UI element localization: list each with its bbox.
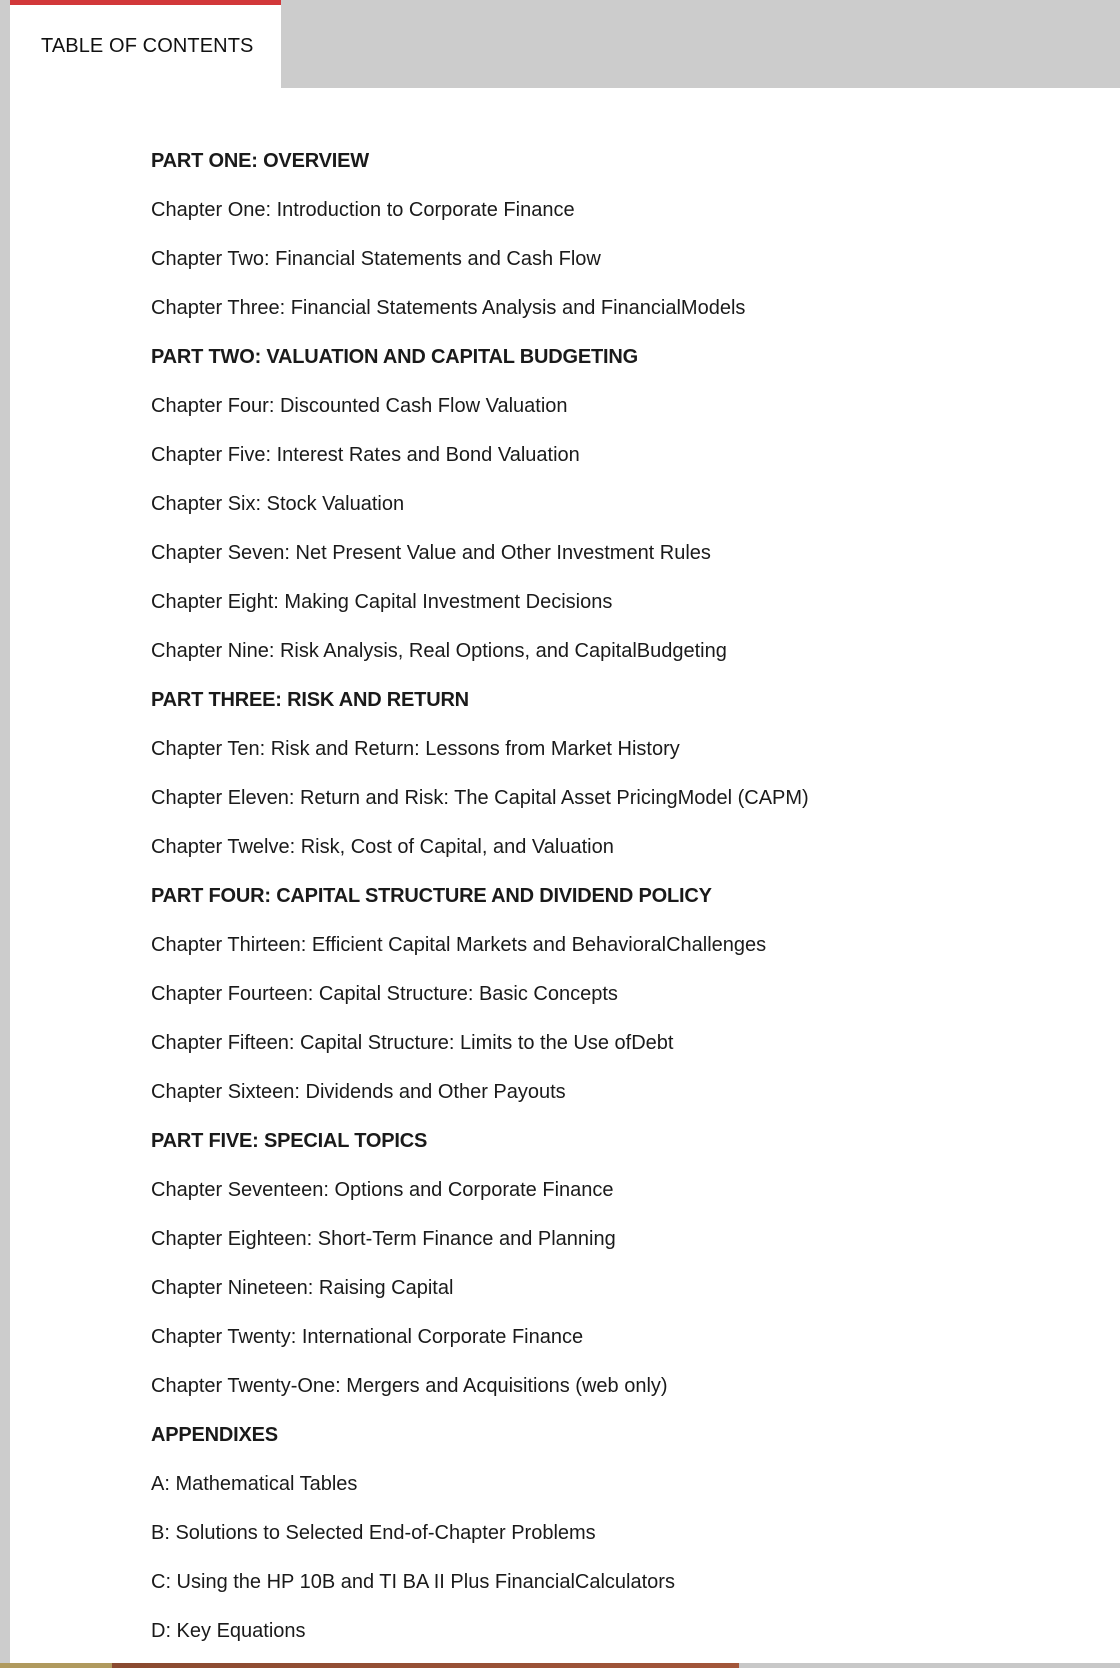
chapter-item: Chapter Five: Interest Rates and Bond Valuation bbox=[151, 444, 580, 466]
chapter-item: Chapter Three: Financial Statements Analysis and FinancialModels bbox=[151, 297, 746, 319]
chapter-item: Chapter Eight: Making Capital Investment Decisions bbox=[151, 591, 613, 613]
chapter-item: Chapter Eighteen: Short-Term Finance and Planning bbox=[151, 1228, 616, 1250]
chapter-item: Chapter Ten: Risk and Return: Lessons from Market History bbox=[151, 738, 680, 760]
chapter-item: Chapter Sixteen: Dividends and Other Payouts bbox=[151, 1081, 566, 1103]
table-of-contents-list bbox=[151, 139, 1091, 1658]
chapter-item: Chapter Nineteen: Raising Capital bbox=[151, 1277, 454, 1299]
part-heading: PART TWO: VALUATION AND CAPITAL BUDGETING bbox=[151, 346, 638, 368]
chapter-item: Chapter Twelve: Risk, Cost of Capital, and Valuation bbox=[151, 836, 614, 858]
bottom-edge-strip bbox=[0, 1663, 1120, 1668]
appendix-item: C: Using the HP 10B and TI BA II Plus FinancialCalculators bbox=[151, 1571, 675, 1593]
chapter-item: Chapter Eleven: Return and Risk: The Capital Asset PricingModel (CAPM) bbox=[151, 787, 809, 809]
tab-label: TABLE OF CONTENTS bbox=[41, 35, 254, 57]
part-heading: PART THREE: RISK AND RETURN bbox=[151, 689, 469, 711]
chapter-item: Chapter Two: Financial Statements and Cash Flow bbox=[151, 248, 601, 270]
appendix-item: B: Solutions to Selected End-of-Chapter Problems bbox=[151, 1522, 596, 1544]
part-heading: PART FIVE: SPECIAL TOPICS bbox=[151, 1130, 428, 1152]
chapter-item: Chapter One: Introduction to Corporate Finance bbox=[151, 199, 575, 221]
appendix-item: A: Mathematical Tables bbox=[151, 1473, 358, 1495]
appendix-item: D: Key Equations bbox=[151, 1620, 306, 1642]
part-heading: PART FOUR: CAPITAL STRUCTURE AND DIVIDEND POLICY bbox=[151, 885, 712, 907]
chapter-item: Chapter Four: Discounted Cash Flow Valuation bbox=[151, 395, 568, 417]
tab-table-of-contents[interactable] bbox=[10, 0, 281, 88]
chapter-item: Chapter Twenty: International Corporate Finance bbox=[151, 1326, 584, 1348]
chapter-item: Chapter Thirteen: Efficient Capital Markets and BehavioralChallenges bbox=[151, 934, 767, 956]
chapter-item: Chapter Twenty-One: Mergers and Acquisitions (web only) bbox=[151, 1375, 668, 1397]
chapter-item: Chapter Seven: Net Present Value and Other Investment Rules bbox=[151, 542, 711, 564]
chapter-item: Chapter Six: Stock Valuation bbox=[151, 493, 405, 515]
part-heading: PART ONE: OVERVIEW bbox=[151, 150, 369, 172]
chapter-item: Chapter Nine: Risk Analysis, Real Options, and CapitalBudgeting bbox=[151, 640, 727, 662]
chapter-item: Chapter Seventeen: Options and Corporate Finance bbox=[151, 1179, 614, 1201]
part-heading: APPENDIXES bbox=[151, 1424, 278, 1446]
left-edge-strip bbox=[0, 0, 10, 1668]
chapter-item: Chapter Fifteen: Capital Structure: Limits to the Use ofDebt bbox=[151, 1032, 674, 1054]
chapter-item: Chapter Fourteen: Capital Structure: Basic Concepts bbox=[151, 983, 618, 1005]
